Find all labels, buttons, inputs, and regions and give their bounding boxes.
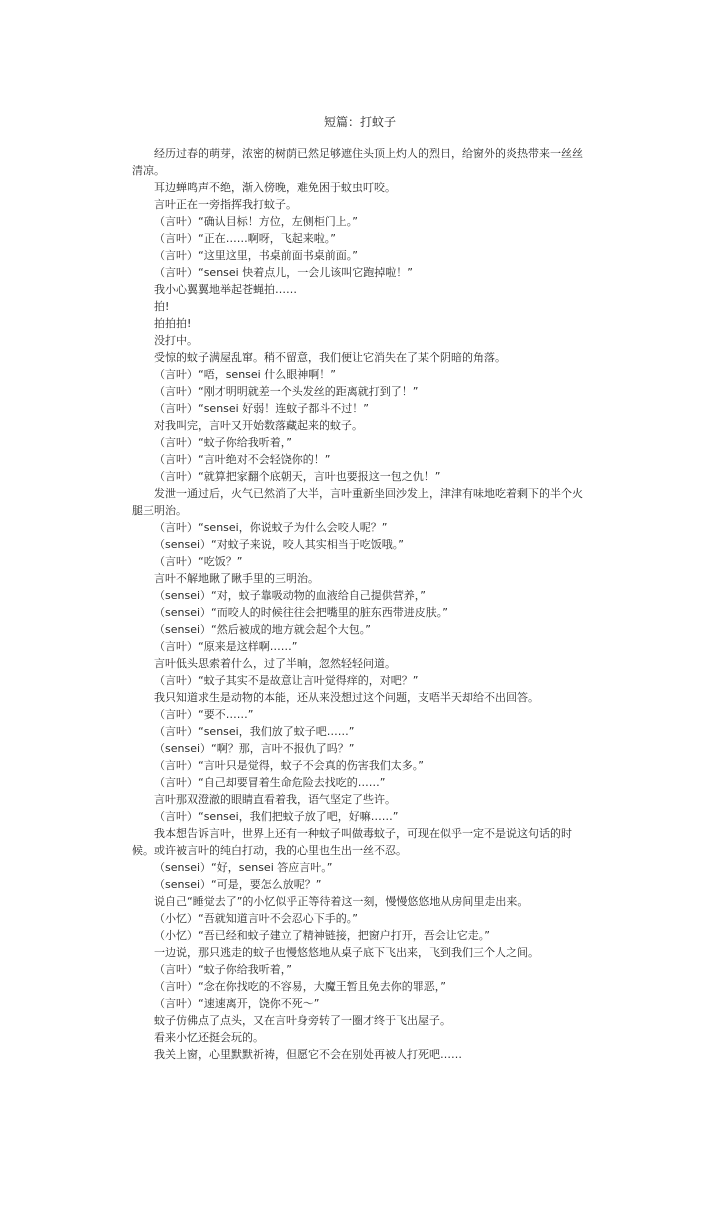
dialogue-line: （言叶）“就算把家翻个底朝天，言叶也要报这一包之仇！” <box>154 470 441 483</box>
paragraph: 看来小忆还挺会玩的。 <box>154 1031 264 1044</box>
dialogue-line: （言叶）“sensei 快着点儿，一会儿该叫它跑掉啦！” <box>154 266 413 279</box>
dialogue-line: （言叶）“自己却要冒着生命危险去找吃的……” <box>154 776 386 789</box>
paragraph: 发泄一通过后，火气已然消了大半，言叶重新坐回沙发上，津津有味地吃着剩下的半个火腿三明治。 <box>132 487 583 517</box>
paragraph: 拍拍拍! <box>154 317 192 330</box>
dialogue-line: （言叶）“要不……” <box>154 708 254 721</box>
paragraph: 言叶那双澄澈的眼睛直看着我，语气坚定了些许。 <box>154 793 396 806</box>
dialogue-line: （sensei）“对蚊子来说，咬人其实相当于吃饭哦。” <box>154 538 404 551</box>
dialogue-line: （言叶）“sensei，我们把蚊子放了吧，好嘛……” <box>154 810 399 823</box>
dialogue-line: （言叶）“sensei 好弱！连蚊子都斗不过！” <box>154 402 369 415</box>
paragraph: 我本想告诉言叶，世界上还有一种蚊子叫做毒蚊子，可现在似乎一定不是说这句话的时候。或许被言叶的纯白打动，我的心里也生出一丝不忍。 <box>132 827 572 857</box>
dialogue-line: （言叶）“正在……啊呀，飞起来啦。” <box>154 232 336 245</box>
paragraph: 蚊子仿佛点了点头，又在言叶身旁转了一圈才终于飞出屋子。 <box>154 1014 451 1027</box>
dialogue-line: （言叶）“原来是这样啊……” <box>154 640 298 653</box>
dialogue-line: （言叶）“蚊子你给我听着，” <box>154 436 292 449</box>
dialogue-line: （言叶）“吃饭？” <box>154 555 243 568</box>
paragraph: 说自己“睡觉去了”的小忆似乎正等待着这一刻，慢慢悠悠地从房间里走出来。 <box>154 895 529 908</box>
page-title: 短篇：打蚊子 <box>323 115 396 129</box>
dialogue-line: （言叶）“言叶只是觉得，蚊子不会真的伤害我们太多。” <box>154 759 424 772</box>
paragraph: 经历过春的萌芽，浓密的树荫已然足够遮住头顶上灼人的烈日，给窗外的炎热带来一丝丝清凉。 <box>132 147 583 177</box>
dialogue-line: （sensei）“对，蚊子靠吸动物的血液给自己提供营养，” <box>154 589 426 602</box>
dialogue-line: （言叶）“蚊子其实不是故意让言叶觉得痒的，对吧？” <box>154 674 419 687</box>
paragraph: 一边说，那只逃走的蚊子也慢悠悠地从桌子底下飞出来，飞到我们三个人之间。 <box>154 946 539 959</box>
paragraph: 我只知道求生是动物的本能，还从来没想过这个问题，支唔半天却给不出回答。 <box>154 691 539 704</box>
dialogue-line: （言叶）“言叶绝对不会轻饶你的！” <box>154 453 331 466</box>
paragraph: 我小心翼翼地举起苍蝇拍…… <box>154 283 297 296</box>
dialogue-line: （小忆）“吾就知道言叶不会忍心下手的。” <box>154 912 358 925</box>
dialogue-line: （言叶）“这里这里，书桌前面书桌前面。” <box>154 249 358 262</box>
dialogue-line: （言叶）“唔，sensei 什么眼神啊！” <box>154 368 336 381</box>
dialogue-line: （sensei）“可是，要怎么放呢？” <box>154 878 322 891</box>
dialogue-line: （言叶）“sensei，我们放了蚊子吧……” <box>154 725 355 738</box>
paragraph: 言叶低头思索着什么，过了半晌，忽然轻轻问道。 <box>154 657 396 670</box>
paragraph: 耳边蝉鸣声不绝，渐入傍晚，难免困于蚊虫叮咬。 <box>154 181 396 194</box>
dialogue-line: （言叶）“刚才明明就差一个头发丝的距离就打到了！” <box>154 385 419 398</box>
dialogue-line: （言叶）“速速离开，饶你不死～” <box>154 997 320 1010</box>
paragraph: 受惊的蚊子满屋乱窜。稍不留意，我们便让它消失在了某个阴暗的角落。 <box>154 351 506 364</box>
paragraph: 拍! <box>154 300 170 313</box>
dialogue-line: （sensei）“好，sensei 答应言叶。” <box>154 861 333 874</box>
dialogue-line: （言叶）“蚊子你给我听着，” <box>154 963 292 976</box>
dialogue-line: （sensei）“啊？那，言叶不报仇了吗？” <box>154 742 355 755</box>
paragraph: 对我叫完，言叶又开始数落藏起来的蚊子。 <box>154 419 363 432</box>
dialogue-line: （言叶）“念在你找吃的不容易，大魔王暂且免去你的罪恶，” <box>154 980 446 993</box>
dialogue-line: （sensei）“而咬人的时候往往会把嘴里的脏东西带进皮肤。” <box>154 606 448 619</box>
story-body <box>132 145 592 1063</box>
dialogue-line: （sensei）“然后被成的地方就会起个大包。” <box>154 623 371 636</box>
paragraph: 没打中。 <box>154 334 198 347</box>
paragraph: 言叶不解地瞅了瞅手里的三明治。 <box>154 572 319 585</box>
paragraph: 言叶正在一旁指挥我打蚊子。 <box>154 198 297 211</box>
dialogue-line: （小忆）“吾已经和蚊子建立了精神链接，把窗户打开，吾会让它走。” <box>154 929 490 942</box>
dialogue-line: （言叶）“sensei，你说蚊子为什么会咬人呢？” <box>154 521 388 534</box>
dialogue-line: （言叶）“确认目标！方位，左侧柜门上。” <box>154 215 358 228</box>
paragraph: 我关上窗，心里默默祈祷，但愿它不会在别处再被人打死吧…… <box>154 1048 462 1061</box>
